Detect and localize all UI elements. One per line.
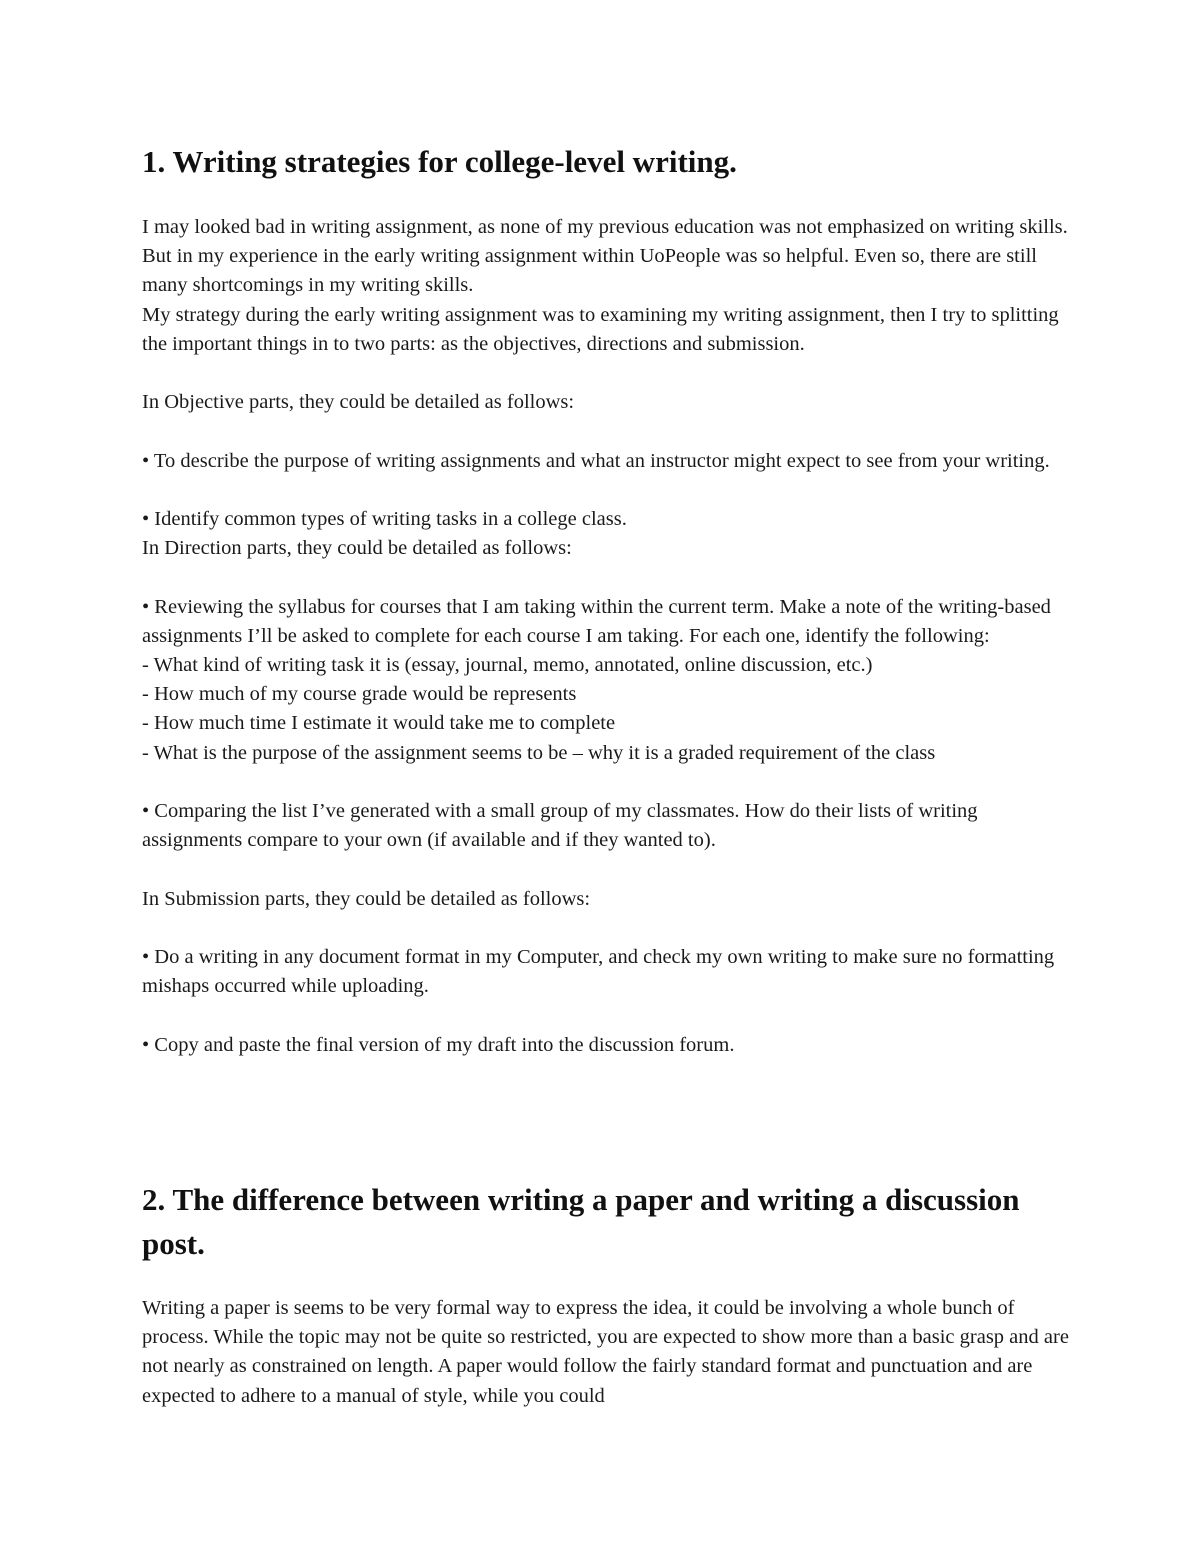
intro-paragraph-2: My strategy during the early writing assignment was to examining my writing assignment, then I try to splitting the important things in to two parts: as the objectives, directions and submission. [142, 303, 1059, 355]
submission-bullet-1: • Do a writing in any document format in my Computer, and check my own writing to make sure no formatting mishaps occurred while uploading. [142, 945, 1055, 998]
submission-bullet-2: • Copy and paste the final version of my draft into the discussion forum. [142, 1033, 735, 1056]
section-1-heading: 1. Writing strategies for college-level writing. [142, 144, 737, 179]
direction-bullet-1: • Reviewing the syllabus for courses that I am taking within the current term. Make a note of the writing-based assignments I’ll be asked to complete for each course I am taking. For each one, identify the following: [142, 595, 1051, 647]
submission-intro: In Submission parts, they could be detailed as follows: [142, 887, 591, 910]
section-1-body [142, 213, 1072, 1060]
direction-sub-item-4: - What is the purpose of the assignment seems to be – why it is a graded requirement of the class [142, 741, 936, 764]
direction-sub-item-1: - What kind of writing task it is (essay, journal, memo, annotated, online discussion, etc.) [142, 653, 873, 676]
direction-intro: In Direction parts, they could be detailed as follows: [142, 537, 572, 560]
direction-sub-item-2: - How much of my course grade would be represents [142, 683, 577, 706]
direction-bullet-2: • Comparing the list I’ve generated with a small group of my classmates. How do their lists of writing assignments compare to your own (if available and if they wanted to). [142, 799, 978, 852]
section-2-body [142, 1294, 1072, 1411]
objective-bullet-2: • Identify common types of writing tasks in a college class. [142, 507, 627, 530]
objective-bullet-1: • To describe the purpose of writing assignments and what an instructor might expect to see from your writing. [142, 449, 1050, 472]
section-2-heading: 2. The difference between writing a paper and writing a discussion post. [142, 1182, 1020, 1261]
objective-intro: In Objective parts, they could be detailed as follows: [142, 391, 575, 414]
direction-sub-item-3: - How much time I estimate it would take me to complete [142, 712, 616, 735]
intro-paragraph-1: I may looked bad in writing assignment, as none of my previous education was not emphasized on writing skills. But in my experience in the early writing assignment within UoPeople was so helpful. Even so, there are still many shortcomings in my writing skills. [142, 216, 1068, 297]
section-2-paragraph: Writing a paper is seems to be very formal way to express the idea, it could be involving a whole bunch of process. While the topic may not be quite so restricted, you are expected to show more than a basic grasp and are not nearly as constrained on length. A paper would follow the fairly standard format and punctuation and are expected to adhere to a manual of style, while you could [142, 1297, 1069, 1407]
